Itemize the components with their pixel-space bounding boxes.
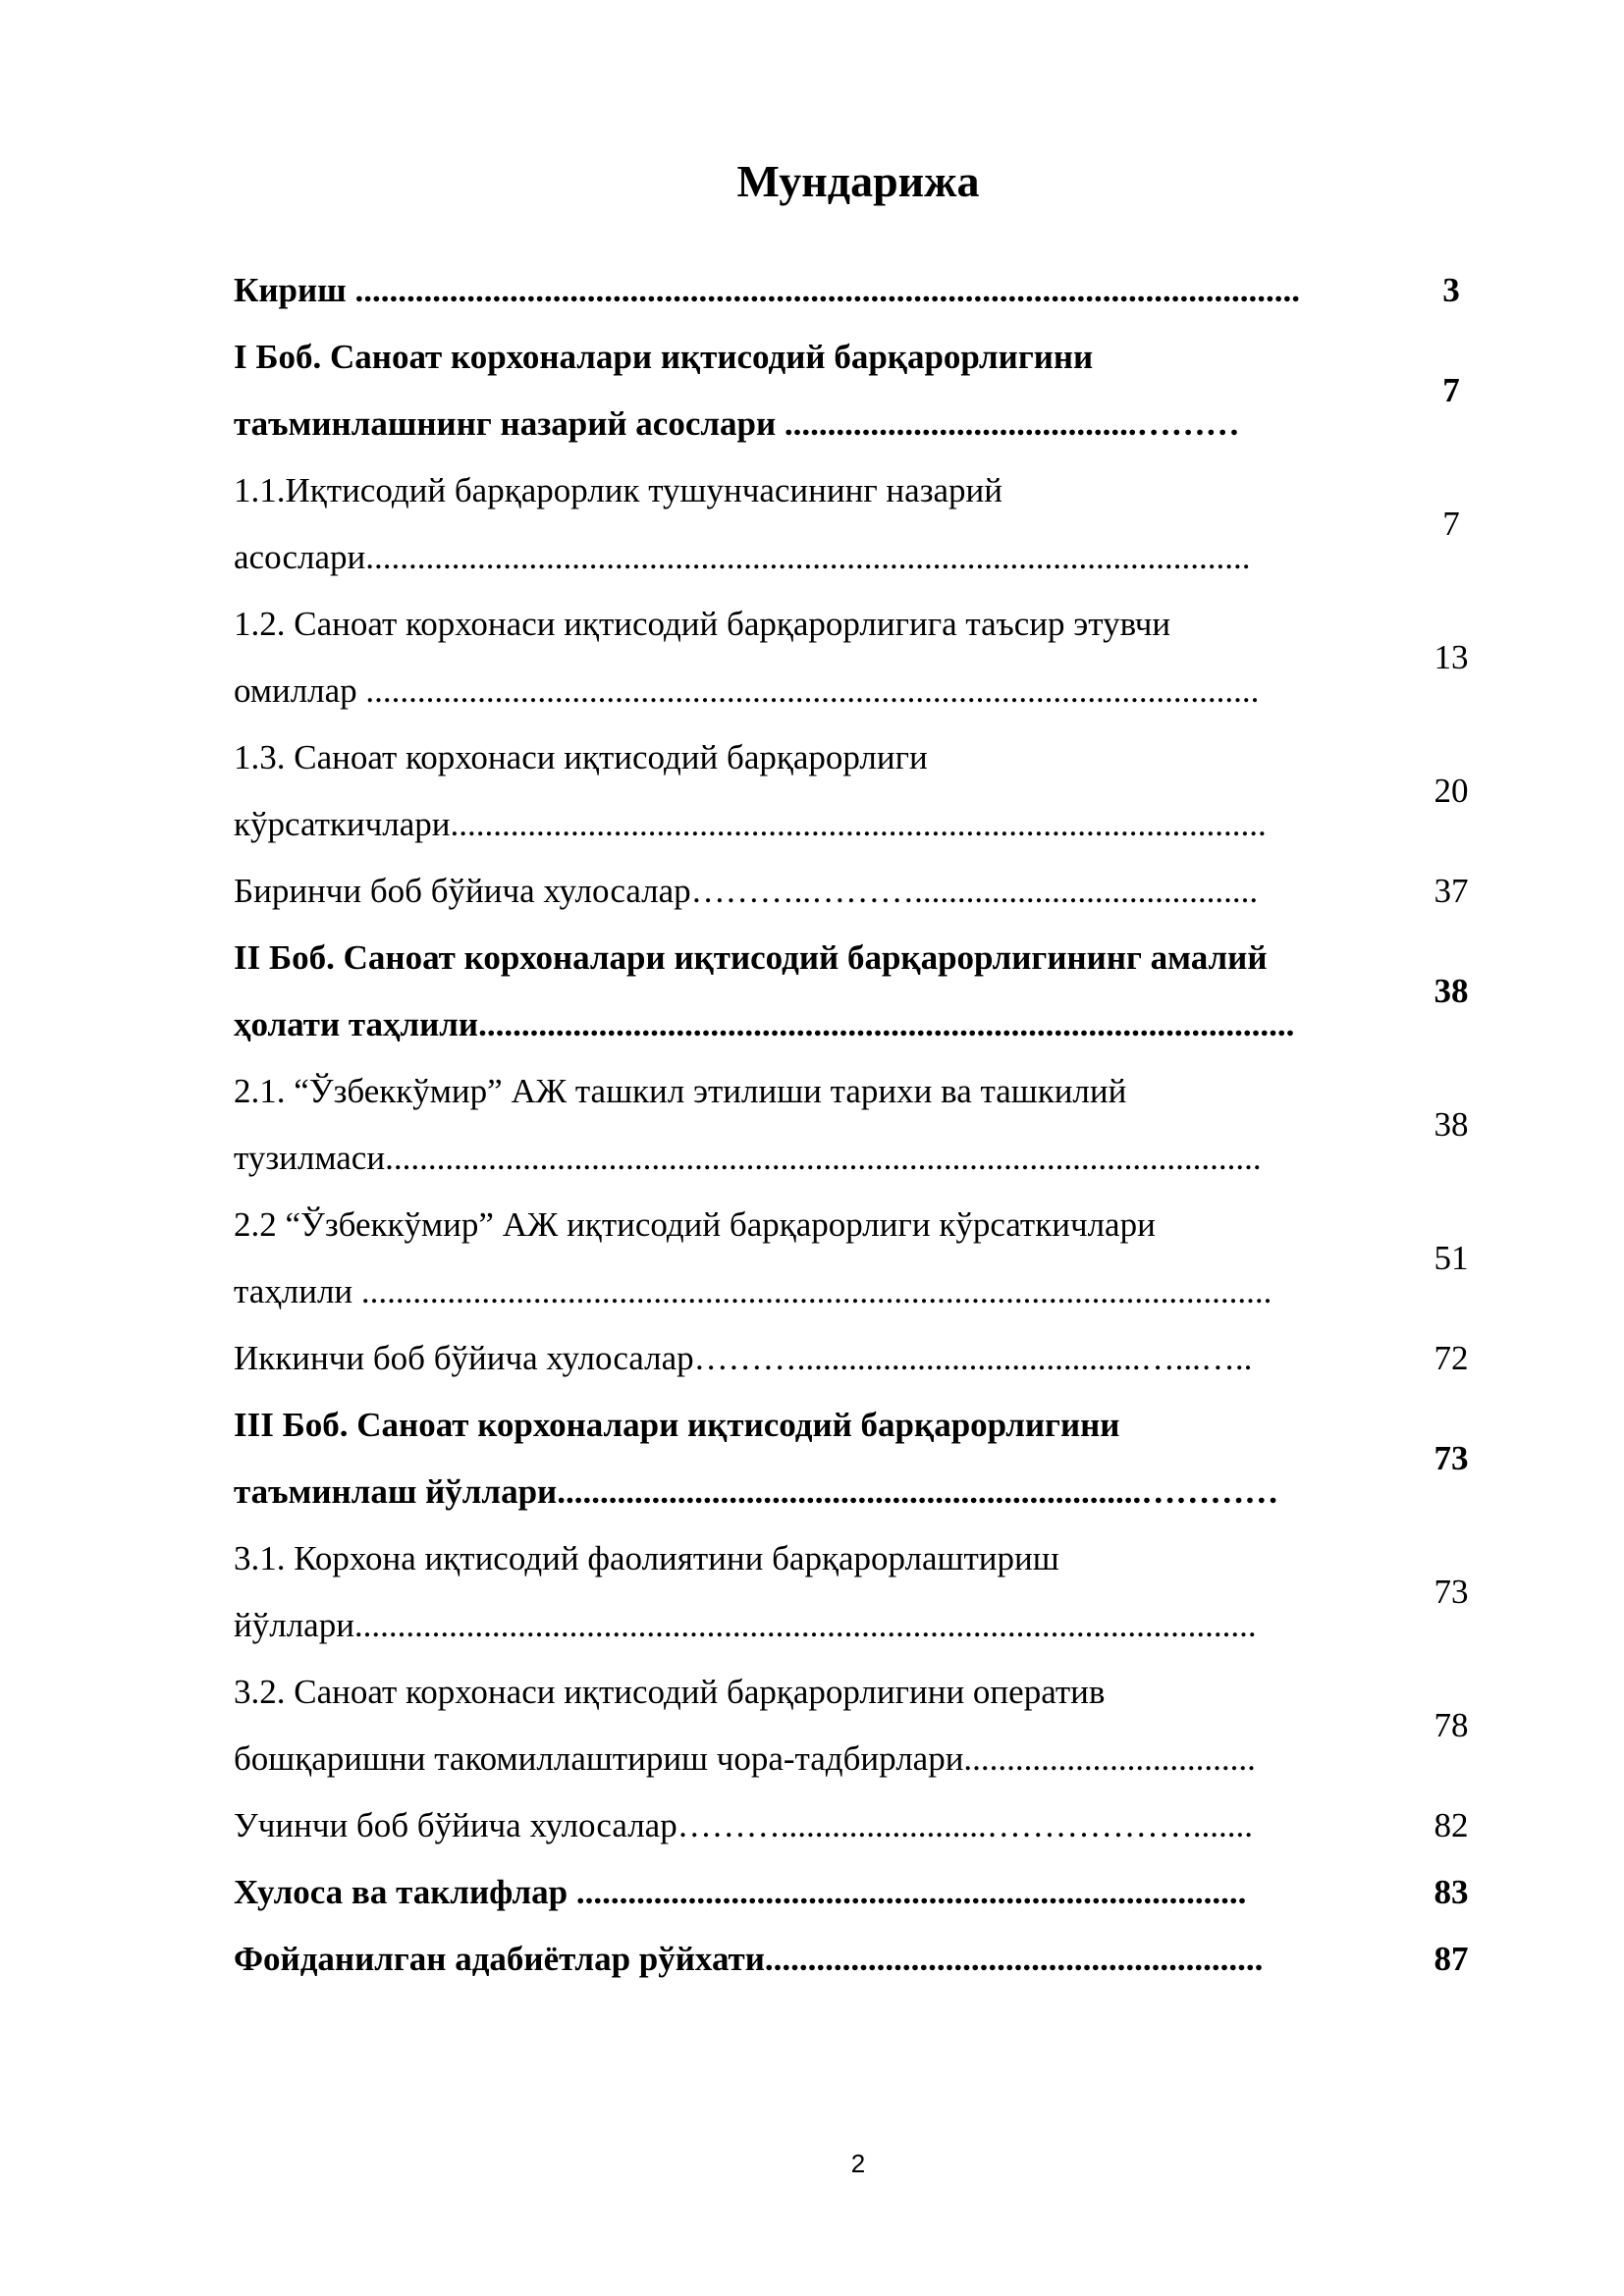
toc-entry-page-number: 38 <box>1434 972 1469 1010</box>
toc-entry-title: Биринчи боб бўйича хулосалар………..………........................................ <box>234 872 1259 910</box>
toc-entry-title-continued: омиллар ........................................................................................................ <box>234 671 1260 710</box>
toc-entry-page-number: 38 <box>1434 1105 1469 1144</box>
toc-entry-title-continued: йўллари......................................................................................................... <box>234 1606 1257 1644</box>
toc-entry-title: 1.2. Саноат корхонаси иқтисодий барқарорлигига таъсир этувчи <box>234 605 1171 643</box>
toc-entry <box>234 1392 1500 1525</box>
toc-entry <box>234 1325 1500 1392</box>
page-number: 2 <box>850 2149 866 2178</box>
toc-entry <box>234 1926 1500 1993</box>
toc-entry <box>234 1859 1500 1926</box>
toc-entry-page-number: 73 <box>1434 1439 1469 1477</box>
toc-entry-page-number: 73 <box>1434 1573 1469 1611</box>
toc-entry <box>234 257 1500 324</box>
toc-entry-page-number: 78 <box>1434 1706 1469 1744</box>
toc-entry-page-number: 37 <box>1434 872 1469 910</box>
toc-entry-page-number: 3 <box>1442 271 1460 309</box>
toc-entry <box>234 1659 1500 1792</box>
toc-entry-page-number: 51 <box>1434 1239 1469 1277</box>
toc-entry-title: Кириш .............................................................................................................. <box>234 271 1300 309</box>
toc-entry-page-number: 72 <box>1434 1339 1469 1377</box>
toc-entry-page-number: 20 <box>1434 772 1469 810</box>
toc-entry-title: Учинчи боб бўйича хулосалар………........................………………....... <box>234 1806 1253 1844</box>
toc-entry-title: 1.3. Саноат корхонаси иқтисодий барқарорлиги <box>234 738 928 776</box>
toc-entry-title-continued: асослари....................................................................................................... <box>234 538 1251 576</box>
toc-entry-title: 3.1. Корхона иқтисодий фаолиятини барқарорлаштириш <box>234 1539 1059 1577</box>
toc-entry-title-continued: таҳлили .......................................................................................................... <box>234 1272 1272 1310</box>
toc-entry <box>234 858 1500 925</box>
toc-entry-title: 1.1.Иқтисодий барқарорлик тушунчасининг назарий <box>234 471 1003 509</box>
toc-entry-title-continued: тузилмаси...................................................................................................... <box>234 1139 1262 1177</box>
toc-entry-page-number: 82 <box>1434 1806 1469 1844</box>
toc-entry-page-number: 87 <box>1434 1940 1469 1978</box>
toc-entry-title: 2.1. “Ўзбеккўмир” АЖ ташкил этилиши тарихи ва ташкилий <box>234 1072 1127 1110</box>
toc-entry-page-number: 7 <box>1442 505 1460 543</box>
toc-entry-title: 3.2. Саноат корхонаси иқтисодий барқарорлигини оператив <box>234 1673 1106 1711</box>
toc-entry-title-continued: бошқаришни такомиллаштириш чора-тадбирлари.................................. <box>234 1739 1256 1778</box>
toc-entry-title-continued: таъминлашнинг назарий асослари .........................................……… <box>234 404 1240 443</box>
toc-entry-title: 2.2 “Ўзбеккўмир” АЖ иқтисодий барқарорлиги кўрсаткичлари <box>234 1205 1156 1244</box>
toc-entry <box>234 724 1500 858</box>
toc-entry-title: II Боб. Саноат корхоналари иқтисодий барқарорлигининг амалий <box>234 938 1268 977</box>
toc-entry-title: Фойданилган адабиётлар рўйхати.......................................................... <box>234 1940 1264 1978</box>
toc-entry <box>234 925 1500 1058</box>
toc-entry <box>234 1058 1500 1192</box>
toc-entry-title: Хулоса ва таклифлар .............................................................................. <box>234 1873 1247 1911</box>
toc-entry <box>234 1792 1500 1859</box>
page-title: Мундарижа <box>736 156 980 206</box>
toc-entry <box>234 591 1500 724</box>
toc-entry-title-continued: ҳолати таҳлили............................................................................................... <box>234 1005 1295 1043</box>
toc-entry <box>234 457 1500 591</box>
toc-entry-title-continued: кўрсаткичлари............................................................................................... <box>234 805 1267 843</box>
toc-entry-page-number: 13 <box>1434 638 1469 676</box>
toc-entry <box>234 1192 1500 1325</box>
table-of-contents <box>234 257 1500 1993</box>
toc-entry-title: Иккинчи боб бўйича хулосалар………........................................…...….. <box>234 1339 1253 1377</box>
toc-entry-page-number: 83 <box>1434 1873 1469 1911</box>
toc-entry <box>234 1525 1500 1659</box>
toc-entry <box>234 324 1500 457</box>
toc-entry-title-continued: таъминлаш йўллари....................................................................………… <box>234 1472 1279 1511</box>
toc-entry-title: I Боб. Саноат корхоналари иқтисодий барқарорлигини <box>234 338 1094 376</box>
toc-entry-title: III Боб. Саноат корхоналари иқтисодий барқарорлигини <box>234 1406 1120 1444</box>
toc-entry-page-number: 7 <box>1442 371 1460 409</box>
